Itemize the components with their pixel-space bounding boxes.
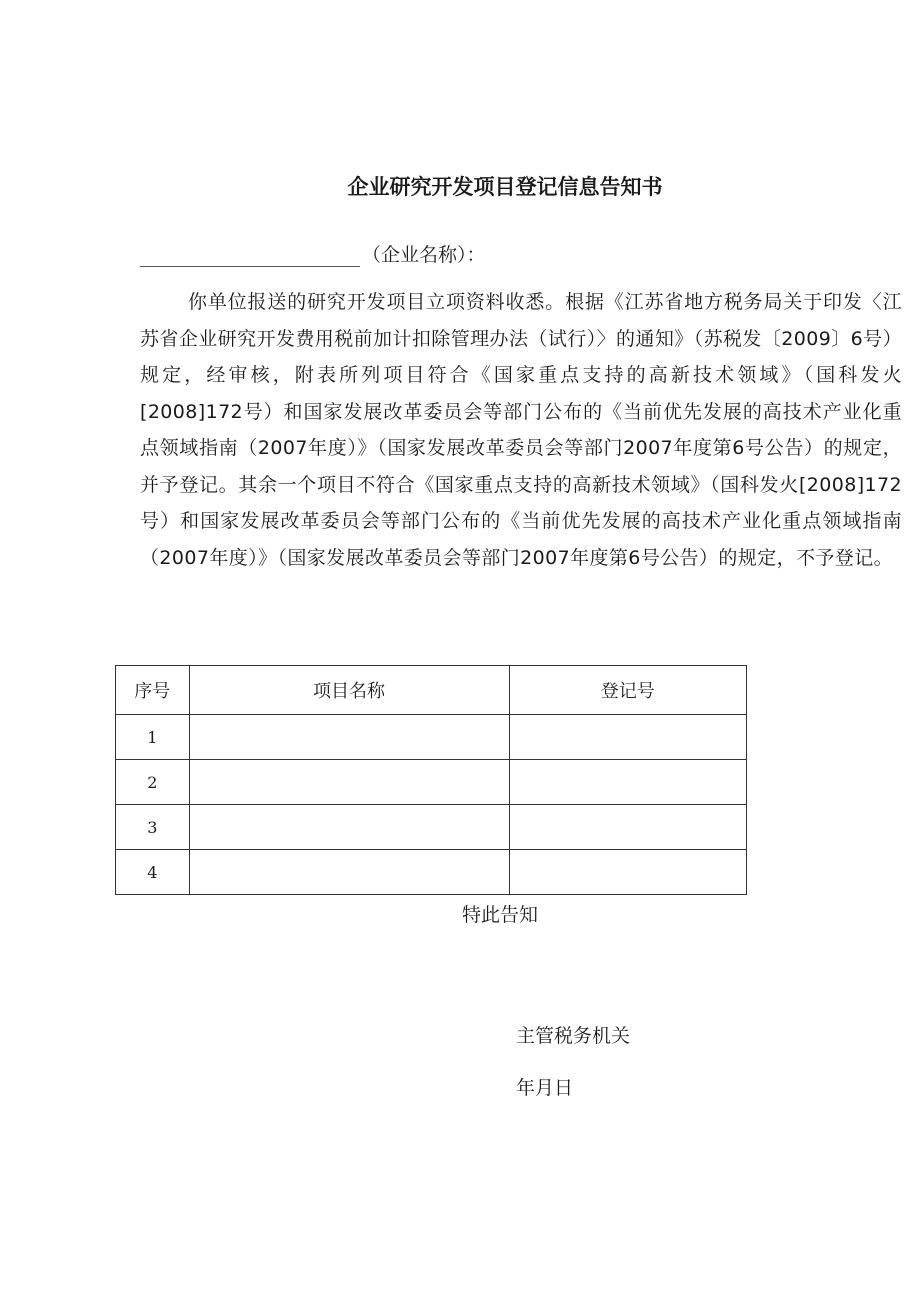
registration-number-cell[interactable] (509, 850, 747, 895)
authority-signature: 主管税务机关 (516, 1025, 631, 1047)
document-title: 企业研究开发项目登记信息告知书 (347, 175, 663, 199)
row-index: 2 (116, 760, 190, 805)
date-line: 年月日 (516, 1077, 574, 1099)
table-header-row (116, 666, 747, 715)
table-row (116, 805, 747, 850)
registration-number-cell[interactable] (509, 805, 747, 850)
row-index: 1 (116, 715, 190, 760)
addressee-suffix: （企业名称）： (362, 244, 486, 266)
company-name-blank[interactable] (140, 246, 360, 267)
project-name-cell[interactable] (189, 715, 509, 760)
project-name-cell[interactable] (189, 760, 509, 805)
notice-text: 特此告知 (462, 904, 539, 926)
project-name-cell[interactable] (189, 805, 509, 850)
table-row (116, 760, 747, 805)
header-project-name: 项目名称 (189, 666, 509, 715)
row-index: 3 (116, 805, 190, 850)
table-row (116, 715, 747, 760)
addressee-line (140, 240, 486, 267)
table-row (116, 850, 747, 895)
header-index: 序号 (116, 666, 190, 715)
registration-number-cell[interactable] (509, 760, 747, 805)
registration-number-cell[interactable] (509, 715, 747, 760)
project-name-cell[interactable] (189, 850, 509, 895)
body-paragraph: 你单位报送的研究开发项目立项资料收悉。根据《江苏省地方税务局关于印发〈江苏省企业研究开发费用税前加计扣除管理办法（试行）〉的通知》（苏税发〔2009〕6号）规定，经审核，附表所列项目符合《国家重点支持的高新技术领域》（国科发火[2008]172号）和国家发展改革委员会等部门公布的《当前优先发展的高技术产业化重点领域指南（2007年度）》（国家发展改革委员会等部门2007年度第6号公告）的规定，并予登记。其余一个项目不符合《国家重点支持的高新技术领域》（国科发火[2008]172号）和国家发展改革委员会等部门公布的《当前优先发展的高技术产业化重点领域指南（2007年度）》（国家发展改革委员会等部门2007年度第6号公告）的规定，不予登记。 (140, 291, 902, 569)
header-registration-number: 登记号 (509, 666, 747, 715)
row-index: 4 (116, 850, 190, 895)
registration-table (115, 665, 747, 895)
